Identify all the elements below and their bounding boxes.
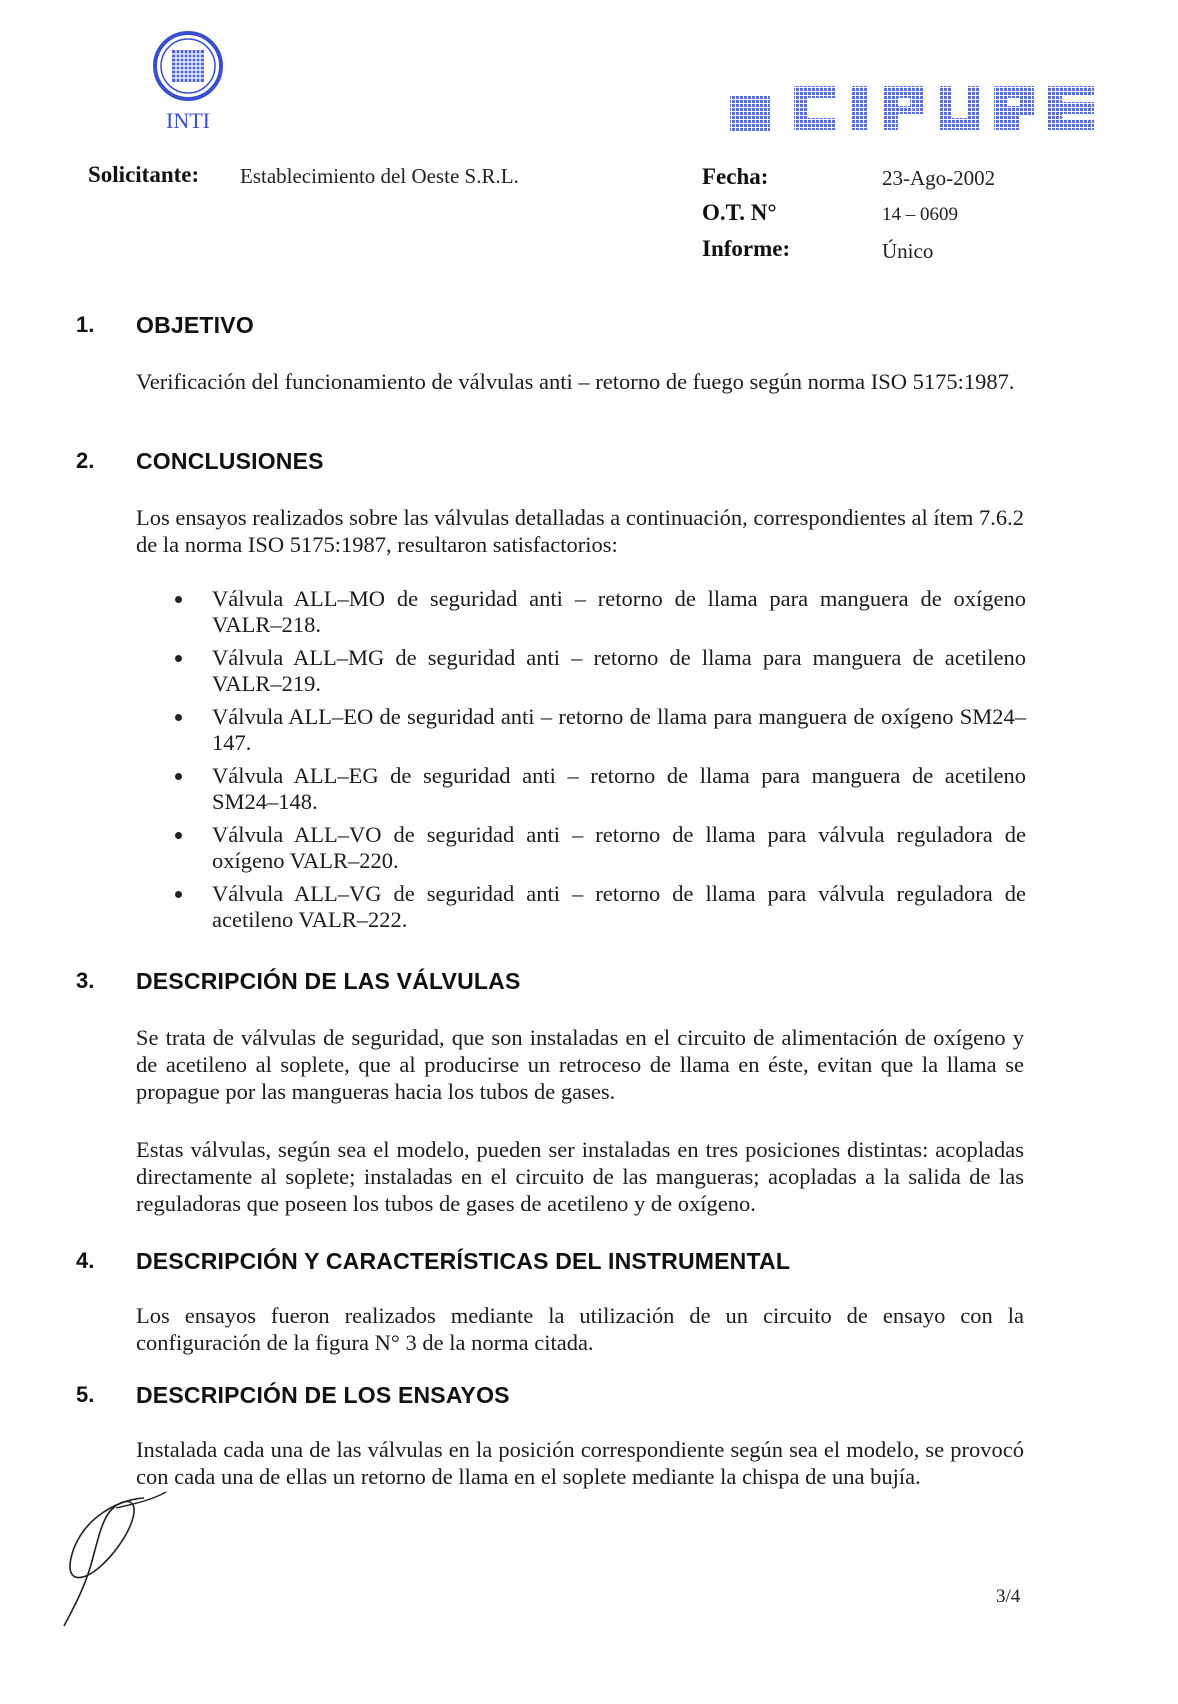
informe-label: Informe: <box>702 236 791 261</box>
fecha-label: Fecha: <box>702 164 769 189</box>
svg-text:INTI: INTI <box>166 108 210 133</box>
conclusiones-paragraph: Los ensayos realizados sobre las válvulas detalladas a continuación, correspondientes al ítem 7.6.2 de la norma ISO 5175:1987, resultaron satisfactorios: <box>136 505 1024 557</box>
inti-logo <box>146 30 230 134</box>
section-number: 1. <box>76 312 95 337</box>
bullet-icon <box>175 891 182 898</box>
ot-value: 14 – 0609 <box>882 204 958 225</box>
valvulas-paragraph-1: Se trata de válvulas de seguridad, que son instaladas en el circuito de alimentación de oxígeno y de acetileno al soplete, que al producirse un retroceso de llama en éste, evitan que la llama se propague por las mangueras hacia los tubos de gases. <box>136 1025 1024 1104</box>
section-title-instrumental: DESCRIPCIÓN Y CARACTERÍSTICAS DEL INSTRUMENTAL <box>136 1248 791 1274</box>
ot-label: O.T. N° <box>702 200 777 225</box>
page-number: 3/4 <box>996 1586 1021 1607</box>
signature <box>56 1478 176 1628</box>
bullet-icon <box>175 714 182 721</box>
list-item: Válvula ALL–EO de seguridad anti – retorno de llama para manguera de oxígeno SM24–147. <box>136 704 1026 756</box>
list-item: Válvula ALL–EG de seguridad anti – retorno de llama para manguera de acetileno SM24–148. <box>136 763 1026 815</box>
list-item: Válvula ALL–MO de seguridad anti – retorno de llama para manguera de oxígeno VALR–218. <box>136 586 1026 638</box>
section-number: 5. <box>76 1382 95 1407</box>
solicitante-value: Establecimiento del Oeste S.R.L. <box>240 164 519 188</box>
section-title-descripcion-valvulas: DESCRIPCIÓN DE LAS VÁLVULAS <box>136 968 521 994</box>
informe-value: Único <box>882 239 934 263</box>
valvulas-paragraph-2: Estas válvulas, según sea el modelo, pueden ser instaladas en tres posiciones distintas: acopladas directamente al soplete; instaladas en el circuito de las mangueras; acopladas a la salida de las reguladoras que poseen los tubos de gases de acetileno y de oxígeno. <box>136 1137 1024 1216</box>
instrumental-paragraph: Los ensayos fueron realizados mediante la utilización de un circuito de ensayo con la configuración de la figura N° 3 de la norma citada. <box>136 1303 1024 1355</box>
fecha-value: 23-Ago-2002 <box>882 166 996 190</box>
section-number: 4. <box>76 1248 95 1273</box>
list-item: Válvula ALL–MG de seguridad anti – retorno de llama para manguera de acetileno VALR–219. <box>136 645 1026 697</box>
section-title-ensayos: DESCRIPCIÓN DE LOS ENSAYOS <box>136 1382 510 1408</box>
list-item: Válvula ALL–VO de seguridad anti – retorno de llama para válvula reguladora de oxígeno VALR–220. <box>136 822 1026 874</box>
bullet-icon <box>175 596 182 603</box>
bullet-icon <box>175 773 182 780</box>
objetivo-paragraph: Verificación del funcionamiento de válvulas anti – retorno de fuego según norma ISO 5175:1987. <box>136 369 1015 394</box>
valve-list <box>136 586 1026 940</box>
solicitante-label: Solicitante: <box>88 162 200 187</box>
bullet-icon <box>175 832 182 839</box>
section-title-objetivo: OBJETIVO <box>136 312 254 338</box>
svg-text:CIPURE: CIPURE <box>910 109 918 111</box>
ensayos-paragraph: Instalada cada una de las válvulas en la posición correspondiente según sea el modelo, se provocó con cada una de ellas un retorno de llama en el soplete mediante la chispa de una bujía. <box>136 1437 1024 1489</box>
list-item: Válvula ALL–VG de seguridad anti – retorno de llama para válvula reguladora de acetileno VALR–222. <box>136 881 1026 933</box>
section-number: 3. <box>76 968 95 993</box>
section-title-conclusiones: CONCLUSIONES <box>136 448 324 474</box>
bullet-icon <box>175 655 182 662</box>
cipure-logo <box>728 76 1100 136</box>
section-number: 2. <box>76 448 95 473</box>
